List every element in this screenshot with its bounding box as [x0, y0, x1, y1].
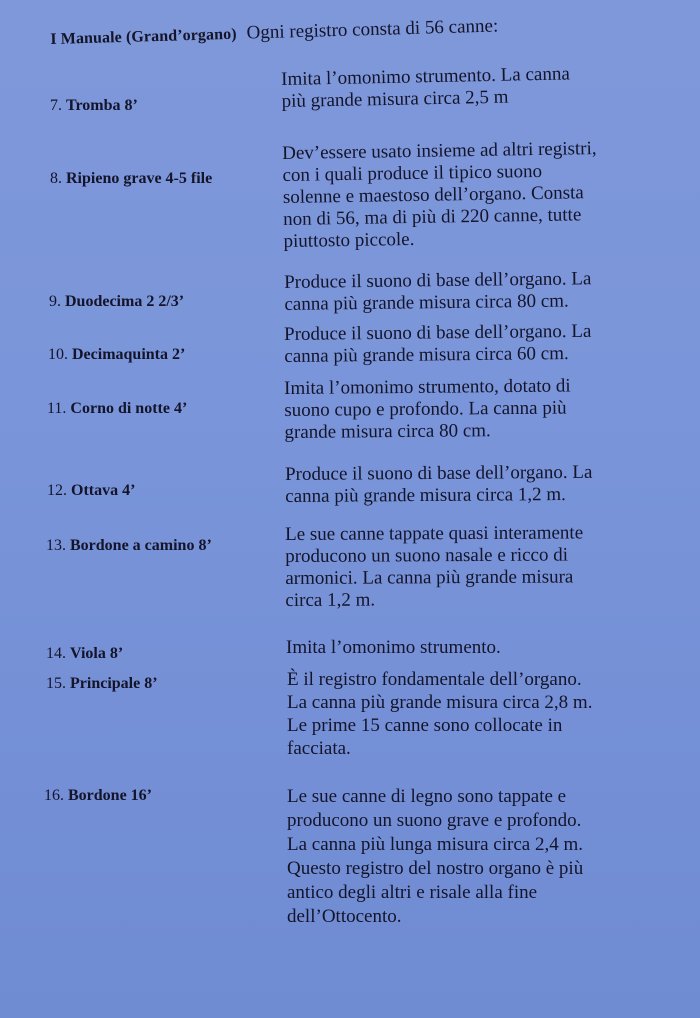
register-description [284, 375, 571, 443]
register-number: 7. [50, 97, 62, 114]
register-number: 15. [46, 675, 66, 692]
description-line: producono un suono nasale e ricco di [285, 544, 569, 567]
register-label [47, 482, 135, 500]
description-line: Produce il suono di base dell’organo. La [285, 461, 593, 485]
description-line: Le sue canne di legno sono tappate e [287, 786, 567, 807]
register-label [50, 97, 138, 115]
description-line: producono un suono grave e profondo. [287, 810, 582, 831]
description-line: antico degli altri e risale alla fine [287, 882, 538, 903]
register-number: 10. [48, 346, 68, 363]
register-number: 9. [49, 293, 61, 310]
register-description [285, 462, 593, 508]
description-line: Imita l’omonimo strumento. [286, 637, 501, 658]
description-line: grande misura circa 80 cm. [284, 420, 491, 443]
register-number: 12. [47, 482, 67, 499]
header-intro-text: Ogni registro consta di 56 canne: [246, 15, 499, 44]
description-line: Produce il suono di base dell’organo. La [284, 268, 592, 293]
register-name: Viola 8’ [70, 645, 124, 662]
description-line: canna più grande misura circa 80 cm. [284, 290, 569, 315]
register-name: Corno di notte 4’ [70, 400, 188, 417]
description-line: Dev’essere usato insieme ad altri registri, [282, 138, 597, 164]
description-line: facciata. [287, 738, 351, 759]
register-name: Ottava 4’ [71, 482, 136, 499]
description-line: più grande misura circa 2,5 m [281, 86, 509, 112]
register-number: 8. [50, 170, 62, 187]
description-line: Imita l’omonimo strumento, dotato di [284, 375, 571, 399]
description-line: Questo registro del nostro organo è più [287, 858, 584, 879]
register-label [46, 645, 123, 663]
description-line: Imita l’omonimo strumento. La canna [281, 63, 570, 90]
description-line: dell’Ottocento. [287, 906, 402, 927]
register-label [46, 537, 212, 555]
description-line: La canna più grande misura circa 2,8 m. [287, 692, 593, 713]
description-line: Le sue canne tappate quasi interamente [285, 522, 584, 545]
description-line: suono cupo e profondo. La canna più [284, 397, 567, 421]
register-description [286, 637, 501, 659]
section-header [50, 10, 690, 50]
description-line: canna più grande misura circa 60 cm. [284, 343, 569, 367]
register-number: 11. [47, 400, 67, 417]
register-label [49, 293, 184, 311]
register-description [287, 668, 592, 760]
description-line: solenne e maestoso dell’organo. Consta [282, 182, 584, 208]
register-label [44, 787, 152, 805]
register-description [281, 63, 570, 113]
description-line: armonici. La canna più grande misura [285, 566, 574, 589]
register-label [50, 170, 212, 188]
register-label [47, 400, 187, 418]
register-number: 13. [46, 537, 66, 554]
register-name: Decimaquinta 2’ [72, 346, 186, 363]
register-name: Ripieno grave 4-5 file [66, 170, 213, 187]
manual-title: I Manuale (Grand’organo) [50, 25, 237, 48]
description-line: con i quali produce il tipico suono [282, 160, 543, 186]
register-description [282, 138, 598, 253]
register-name: Bordone a camino 8’ [70, 537, 212, 554]
description-line: non di 56, ma di più di 220 canne, tutte [283, 204, 582, 230]
register-name: Principale 8’ [70, 675, 158, 692]
register-label [46, 675, 158, 693]
register-name: Tromba 8’ [66, 97, 138, 114]
description-line: Le prime 15 canne sono collocate in [287, 715, 563, 736]
register-name: Bordone 16’ [68, 787, 152, 804]
description-line: La canna più lunga misura circa 2,4 m. [287, 834, 583, 855]
description-line: canna più grande misura circa 1,2 m. [285, 484, 566, 507]
register-description [284, 268, 592, 316]
description-line: Produce il suono di base dell’organo. La [284, 320, 592, 345]
description-line: È il registro fondamentale dell’organo. [287, 669, 582, 690]
register-name: Duodecima 2 2/3’ [65, 293, 185, 310]
register-description [287, 785, 583, 929]
register-number: 16. [44, 787, 64, 804]
register-number: 14. [46, 645, 66, 662]
register-description [285, 522, 584, 612]
register-label [48, 346, 185, 364]
description-line: circa 1,2 m. [285, 589, 376, 611]
register-description [284, 321, 592, 368]
description-line: piuttosto piccole. [283, 228, 415, 252]
